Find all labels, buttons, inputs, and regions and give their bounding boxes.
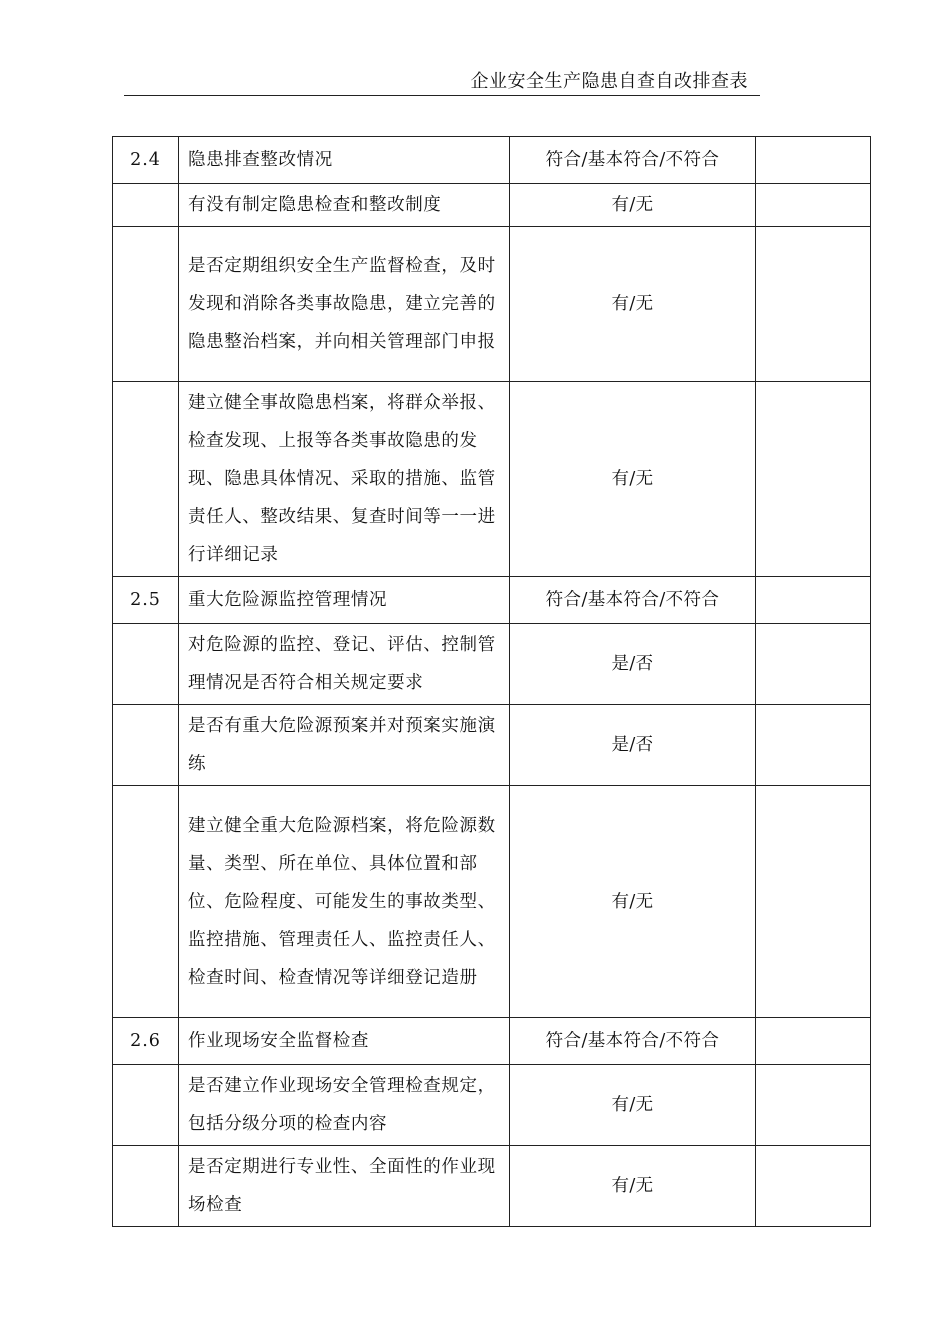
section-row [113, 577, 871, 624]
row-item-text: 建立健全事故隐患档案，将群众举报、检查发现、上报等各类事故隐患的发现、隐患具体情况、采取的措施、监管责任人、整改结果、复查时间等一一进行详细记录 [179, 382, 510, 577]
page-title: 企业安全生产隐患自查自改排查表 [470, 71, 748, 92]
row-result-options: 有/无 [510, 1146, 756, 1227]
row-number [113, 786, 179, 1018]
row-note-cell[interactable] [756, 227, 871, 382]
row-item-text: 是否有重大危险源预案并对预案实施演练 [179, 705, 510, 786]
row-item-text: 是否建立作业现场安全管理检查规定，包括分级分项的检查内容 [179, 1065, 510, 1146]
row-item-text: 隐患排查整改情况 [179, 137, 510, 184]
row-note-cell[interactable] [756, 624, 871, 705]
row-note-cell[interactable] [756, 577, 871, 624]
row-number [113, 382, 179, 577]
row-number: 2.5 [113, 577, 179, 624]
row-result-options: 有/无 [510, 1065, 756, 1146]
row-result-options: 是/否 [510, 624, 756, 705]
row-note-cell[interactable] [756, 786, 871, 1018]
row-note-cell[interactable] [756, 1018, 871, 1065]
row-result-options: 符合/基本符合/不符合 [510, 137, 756, 184]
row-result-options: 符合/基本符合/不符合 [510, 1018, 756, 1065]
table-row [113, 1065, 871, 1146]
row-item-text: 对危险源的监控、登记、评估、控制管理情况是否符合相关规定要求 [179, 624, 510, 705]
page-header [124, 60, 760, 96]
row-note-cell[interactable] [756, 137, 871, 184]
row-note-cell[interactable] [756, 1146, 871, 1227]
table-row [113, 184, 871, 227]
section-row [113, 137, 871, 184]
row-number [113, 624, 179, 705]
row-result-options: 符合/基本符合/不符合 [510, 577, 756, 624]
row-item-text: 建立健全重大危险源档案，将危险源数量、类型、所在单位、具体位置和部位、危险程度、可能发生的事故类型、监控措施、管理责任人、监控责任人、检查时间、检查情况等详细登记造册 [179, 786, 510, 1018]
row-number [113, 227, 179, 382]
row-number [113, 705, 179, 786]
row-note-cell[interactable] [756, 705, 871, 786]
row-result-options: 有/无 [510, 227, 756, 382]
row-item-text: 重大危险源监控管理情况 [179, 577, 510, 624]
row-note-cell[interactable] [756, 382, 871, 577]
row-result-options: 有/无 [510, 382, 756, 577]
row-number [113, 1065, 179, 1146]
row-result-options: 有/无 [510, 786, 756, 1018]
table-row [113, 624, 871, 705]
row-number: 2.4 [113, 137, 179, 184]
row-number [113, 1146, 179, 1227]
row-note-cell[interactable] [756, 184, 871, 227]
row-item-text: 是否定期进行专业性、全面性的作业现场检查 [179, 1146, 510, 1227]
row-item-text: 有没有制定隐患检查和整改制度 [179, 184, 510, 227]
section-row [113, 1018, 871, 1065]
row-result-options: 是/否 [510, 705, 756, 786]
table-row [113, 705, 871, 786]
table-row [113, 1146, 871, 1227]
row-number: 2.6 [113, 1018, 179, 1065]
row-result-options: 有/无 [510, 184, 756, 227]
row-number [113, 184, 179, 227]
row-item-text: 是否定期组织安全生产监督检查，及时发现和消除各类事故隐患，建立完善的隐患整治档案，并向相关管理部门申报 [179, 227, 510, 382]
row-item-text: 作业现场安全监督检查 [179, 1018, 510, 1065]
inspection-table [112, 136, 871, 1227]
table-row [113, 382, 871, 577]
table-row [113, 786, 871, 1018]
table-row [113, 227, 871, 382]
row-note-cell[interactable] [756, 1065, 871, 1146]
